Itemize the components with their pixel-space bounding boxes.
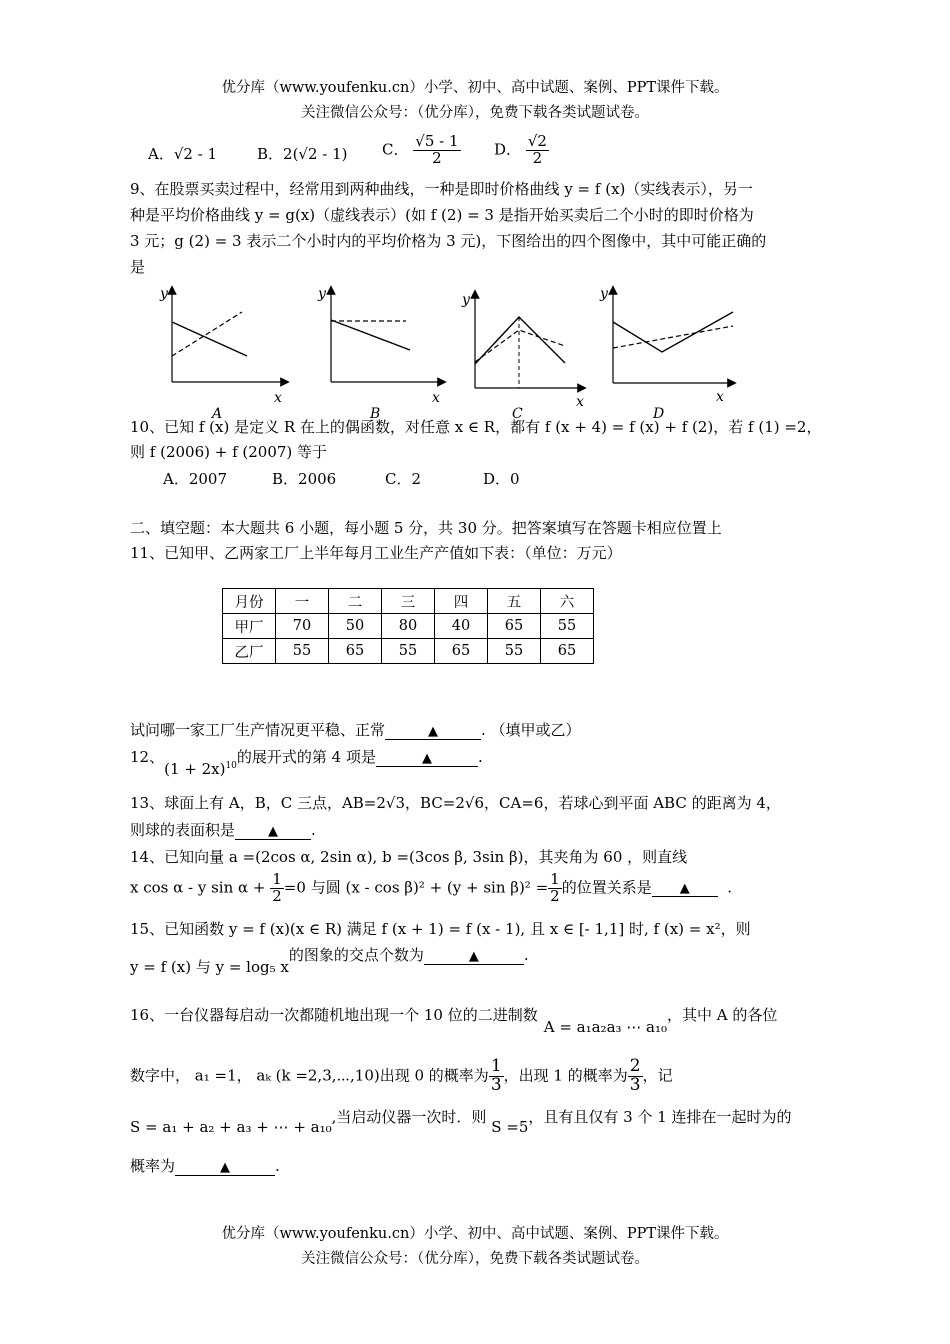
blank-marker: ▲ (468, 949, 479, 964)
graph-a-x-label: x (274, 390, 282, 406)
q14-line2-a: x cos α - y sin α + (130, 878, 266, 897)
q8-option-c (382, 134, 461, 167)
q11-question-text: 试问哪一家工厂生产情况更平稳、正常 (130, 721, 386, 739)
q16-line4 (130, 1155, 280, 1176)
q14-frac1-num: 1 (272, 870, 282, 888)
graph-a-solid-curve (172, 322, 247, 356)
q16-line1 (130, 1004, 778, 1036)
q14-answer-blank (652, 878, 718, 897)
q16-line3-b: ,当启动仪器一次时．则 (331, 1108, 487, 1126)
section2-heading: 二、填空题：本大题共 6 小题，每小题 5 分，共 30 分。把答案填写在答题卡相应位置上 (130, 519, 722, 537)
q15-line1: 15、已知函数 y = f (x)(x ∈ R) 满足 f (x + 1) = f (x - 1), 且 x ∈ [- 1,1] 时, f (x) = x²，则 (130, 920, 751, 938)
table-cell: 三 (382, 589, 435, 614)
q16-line2-f: ，记 (642, 1066, 673, 1085)
q9-line1: 9、在股票买卖过程中，经常用到两种曲线，一种是即时价格曲线 y = f (x)（实线表示），另一 (130, 180, 753, 198)
q14-frac1-den: 2 (272, 886, 282, 905)
q12-suffix: . (478, 748, 483, 766)
graph-c-dashed-curve (475, 330, 565, 362)
blank-marker: ▲ (679, 881, 690, 897)
graph-c-y-label: y (462, 292, 470, 308)
q16-line2-c: aₖ (k =2,3,⋯,10) (256, 1066, 380, 1085)
graph-d-solid-curve (613, 312, 733, 352)
blank-marker: ▲ (268, 824, 279, 839)
q15-line2 (130, 944, 529, 976)
q10-option-b: B．2006 (272, 470, 337, 488)
q16-p0-fraction (489, 1058, 504, 1095)
q16-line3-c: S =5 (491, 1118, 529, 1136)
q8-option-c-num: √5 - 1 (415, 132, 459, 150)
q16-p1-fraction (628, 1058, 643, 1095)
q16-p1-den: 3 (629, 1074, 641, 1095)
q10-line2: 则 f (2006) + f (2007) 等于 (130, 443, 328, 461)
page-footer-line2: 关注微信公众号：（优分库），免费下载各类试题试卷。 (301, 1251, 649, 1267)
q8-option-c-label: C． (382, 140, 409, 159)
q14-suffix: . (727, 878, 733, 897)
q10-option-d: D．0 (483, 470, 520, 488)
q14-line2-b: =0 与圆 (x - cos β)² + (y + sin β)² = (283, 878, 549, 897)
graph-b (317, 286, 442, 422)
q8-option-c-den: 2 (432, 148, 442, 167)
blank-marker: ▲ (220, 1160, 231, 1175)
q8-option-d (494, 134, 549, 167)
q8-option-d-num: √2 (527, 132, 547, 150)
q16-line2-d: 出现 0 的概率为 (379, 1066, 489, 1085)
q14-frac2-den: 2 (550, 886, 560, 905)
q16-line2-b: a₁ =1， (194, 1066, 252, 1085)
graph-b-y-label: y (318, 286, 326, 302)
graph-c-label: C (512, 406, 523, 422)
q9-line4: 是 (130, 258, 146, 276)
q14-frac2-num: 1 (550, 870, 560, 888)
q13-line2 (130, 819, 316, 840)
q8-option-a: A．√2 - 1 (148, 145, 218, 163)
q16-line3-a: S = a₁ + a₂ + a₃ + ⋯ + a₁₀ (130, 1118, 332, 1136)
graph-d-x-label: x (716, 389, 724, 405)
table-cell: 70 (276, 614, 329, 639)
graph-d-dashed-curve (613, 326, 733, 348)
q12 (130, 746, 483, 778)
q9-graphs (150, 282, 770, 424)
blank-marker: ▲ (428, 724, 439, 739)
q10-option-a: A．2007 (163, 470, 228, 488)
q12-answer-blank (376, 748, 478, 767)
table-cell: 55 (276, 639, 329, 664)
q16-suffix: . (275, 1157, 280, 1175)
table-cell: 六 (541, 589, 594, 614)
table-cell: 65 (435, 639, 488, 664)
q12-exponent: 10 (225, 761, 237, 771)
q16-answer-blank (175, 1157, 275, 1176)
table-cell: 55 (488, 639, 541, 664)
table-cell: 甲厂 (223, 614, 276, 639)
q12-prefix: 12、 (130, 748, 165, 766)
q11-answer-blank (385, 721, 481, 740)
q16-line4-text: 概率为 (130, 1157, 176, 1175)
blank-marker: ▲ (422, 751, 432, 766)
q13-suffix: . (311, 821, 316, 839)
q16-p0-den: 3 (490, 1074, 502, 1095)
table-cell: 乙厂 (223, 639, 276, 664)
q16-line1-b: A = a₁a₂a₃ ⋯ a₁₀ (543, 1018, 668, 1036)
page-header-line2: 关注微信公众号：（优分库），免费下载各类试题试卷。 (301, 105, 649, 121)
q15-line2-a: y = f (x) 与 y = log₅ x (130, 958, 289, 976)
q16-p0-num: 1 (490, 1056, 502, 1076)
q8-option-b: B．2(√2 - 1) (257, 145, 348, 163)
q14-line2-c: 的位置关系是 (561, 878, 652, 897)
page-header-line1: 优分库（www.youfenku.cn）小学、初中、高中试题、案例、PPT课件下载。 (221, 80, 729, 96)
graph-a (159, 286, 285, 422)
table-cell: 65 (329, 639, 382, 664)
q12-text: 的展开式的第 4 项是 (236, 748, 376, 766)
table-cell: 55 (541, 614, 594, 639)
table-cell: 50 (329, 614, 382, 639)
q15-answer-blank (424, 946, 524, 965)
graph-a-y-label: y (160, 286, 168, 302)
q13-line2-text: 则球的表面积是 (130, 821, 236, 839)
graph-d (599, 286, 733, 422)
q8-option-d-fraction (526, 134, 549, 167)
graph-c-solid-curve (475, 317, 565, 364)
q15-line2-b: 的图象的交点个数为 (288, 946, 424, 964)
q14-fraction-1 (270, 872, 284, 905)
graph-b-label: B (370, 406, 381, 422)
q12-expression (164, 760, 237, 778)
table-row (223, 639, 594, 664)
graph-c-x-label: x (576, 394, 584, 410)
q16-line3 (130, 1106, 792, 1136)
q11-question (130, 719, 581, 740)
table-cell: 65 (488, 614, 541, 639)
table-cell: 55 (382, 639, 435, 664)
q16-line2-a: 数字中， (130, 1066, 191, 1085)
q14-fraction-2 (548, 872, 562, 905)
graph-d-label: D (653, 406, 665, 422)
q14-line1: 14、已知向量 a =(2cos α, 2sin α), b =(3cos β, 3sin β)，其夹角为 60 ，则直线 (130, 848, 688, 866)
table-cell: 五 (488, 589, 541, 614)
q9-line2: 种是平均价格曲线 y = g(x)（虚线表示）(如 f (2) = 3 是指开始买卖后二个小时的即时价格为 (130, 206, 754, 224)
q12-expr: (1 + 2x) (164, 760, 226, 778)
graph-c (461, 292, 584, 422)
q9-line3: 3 元；g (2) = 3 表示二个小时内的平均价格为 3 元)，下图给出的四个图像中，其中可能正确的 (130, 232, 767, 250)
table-header-row (223, 589, 594, 614)
q16-line2 (130, 1058, 673, 1095)
table-row (223, 614, 594, 639)
q13-line1: 13、球面上有 A，B，C 三点，AB=2√3，BC=2√6，CA=6，若球心到平面 ABC 的距离为 4， (130, 794, 781, 812)
table-cell: 65 (541, 639, 594, 664)
q16-line2-e: ，出现 1 的概率为 (503, 1066, 628, 1085)
graph-a-label: A (212, 406, 223, 422)
q11-table (222, 588, 594, 664)
table-cell: 月份 (223, 589, 276, 614)
q8-option-d-den: 2 (532, 148, 543, 167)
table-cell: 一 (276, 589, 329, 614)
graph-b-x-label: x (432, 390, 440, 406)
q16-line1-c: ，其中 A 的各位 (667, 1006, 778, 1024)
table-cell: 40 (435, 614, 488, 639)
q13-answer-blank (235, 821, 311, 840)
graph-b-solid-curve (331, 320, 410, 350)
q8-option-d-label: D． (494, 140, 522, 159)
q16-line3-d: ，且有且仅有 3 个 1 连排在一起时为的 (528, 1108, 792, 1126)
q11-question-suffix: . （填甲或乙） (481, 721, 581, 739)
q10-option-c: C．2 (385, 470, 422, 488)
q15-suffix: . (523, 946, 529, 964)
table-cell: 二 (329, 589, 382, 614)
q8-option-c-fraction (413, 134, 460, 167)
graph-d-y-label: y (600, 286, 608, 302)
q16-line1-a: 16、一台仪器每启动一次都随机地出现一个 10 位的二进制数 (130, 1006, 538, 1024)
table-cell: 四 (435, 589, 488, 614)
q10-line1: 10、已知 f (x) 是定义 R 在上的偶函数，对任意 x ∈ R，都有 f (x + 4) = f (x) + f (2)，若 f (1) =2， (130, 418, 822, 436)
q11-intro: 11、已知甲、乙两家工厂上半年每月工业生产产值如下表：（单位：万元） (130, 544, 622, 562)
q14-line2 (130, 872, 732, 905)
table-cell: 80 (382, 614, 435, 639)
page-footer-line1: 优分库（www.youfenku.cn）小学、初中、高中试题、案例、PPT课件下载。 (221, 1226, 729, 1242)
q16-p1-num: 2 (629, 1056, 641, 1076)
